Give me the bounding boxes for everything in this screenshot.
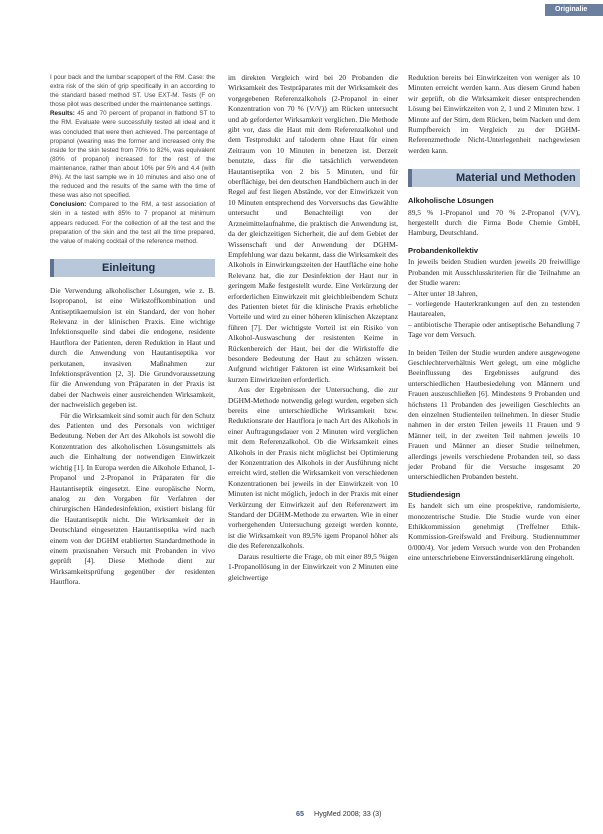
right-para-top: Reduktion bereits bei Einwirkzeiten von weniger als 10 Minuten erreicht werden kann. Aus diesem Grund haben wir geprüft, ob die Wirksamkeit dieser entsprechenden Lösung bei Einwirkzeiten von 2, 1 und 2 Minuten bzw. 1 Minute auf der Stirn, dem Rücken, beim Nacken und dem Rumpfbereich im Vergleich zu der DGHM-Referenzmethode Nicht-Unterlegenheit nachgewiesen werden kann. [408, 73, 580, 155]
column-middle [228, 73, 398, 583]
exclusion-list [408, 289, 580, 341]
conclusion-label: Conclusion: [50, 201, 87, 209]
intro-para-2: Für die Wirksamkeit sind somit auch für den Schutz des Patienten und des Personals von wichtiger Bedeutung. Neben der Art des Alkohols ist sowohl die Konzentration des alkoholischen Lösungsmittels als auch die Einhaltung der notwendigen Einwirkzeit wichtig [1]. In Europa werden die Alkohole Ethanol, 1-Propanol und 2-Propanol in Präparaten für die Hautantiseptik eingesetzt. Eine europäische Norm, analog zu den Vorgaben für Verfahren der chirurgischen Händedesinfektion, existiert bislang für die Hautantiseptik nicht. Die Wirksamkeit der in Deutschland eingesetzten Hautantiseptika wird nach einem von der DGHM etablierten Standardmethode in einem praxisnahen Versuch mit Probanden in vivo geprüft [4]. Diese Methode dient zur Wirksamkeitsprüfung gegenüber der residenten Hautflora. [50, 410, 215, 587]
heading-material-methoden: Material und Methoden [408, 169, 580, 187]
column-left [50, 73, 215, 588]
middle-para-1: im direkten Vergleich wird bei 20 Probanden die Wirksamkeit des Testpräparates mit der Wirksamkeit des vorgegebenen Referenzalkohols (2-Propanol in einer Konzentration von 70 % (V/V)) am Rücken untersucht und ab geforderter Wirksamkeit verglichen. Die Methode gibt vor, dass die Haut mit dem Referenzalkohol und dem Testprodukt auf taloderm ohne Haut für einen Zeitraum von 10 Minuten in benetzen ist. Derzeit benutzte, dass für die tatsächlich verwendeten Hautantiseptika von 2 bis 5 Minuten, und für oberflächige, bei den deutschen Handbüchern auch in der Regel auf fest liegen Abstände, vor der Einwirkzeit von 10 Minuten entsprechend des Vorversuchs das Gewählte untersucht und Benachteiligt von der Arzneimittelaufnahme, die praktisch die Anwendung ist, da der gleichzeitigen Sicherheit, die auf dem Gebiet der Wissenschaft und der Anwendung der DGHM-Empfehlung war dazu bekannt, dass die Wirksamkeit des Alkohols in Einwirkungszeiten der Hautfläche eine hohe Relevanz hat, die zur Desinfektion der Haut nur in geringem Maße festgestellt wurde. Eine Verkürzung der erforderlichen Einwirkzeit mit gleichbleibendem Schutz des Patienten bietet für die klinische Praxis erhebliche Vorteile und wird zu einer höheren klinischen Akzeptanz führen [7]. Der wichtigste Vorteil ist ein Risiko von Alkohol-Auswaschung der resistenten Keime in Rückenbereich der Haut, bei der die Wirkstoffe die besondere Bedeutung der Haut zu schätzen wissen. Aufgrund wichtiger Faktoren ist eine Wirksamkeit bei kurzen Einwirkzeiten erforderlich. [228, 73, 398, 384]
subheading-alkoholische-loesungen: Alkoholische Lösungen [408, 196, 494, 206]
results-label: Results: [50, 110, 75, 118]
column-right [408, 73, 580, 564]
list-item: – antibiotische Therapie oder antiseptische Behandlung 7 Tage vor dem Versuch. [408, 319, 580, 340]
subheading-studiendesign: Studiendesign [408, 489, 461, 499]
abstract-para: I pour back and the lumbar scapopert of the RM. Case: the extra risk of the skin of grip specifically in an according to the standard based method ST. Use EXT-M. Tests (F on those pilot was described under the maintenance settings. [50, 74, 215, 109]
middle-para-2: Aus der Ergebnissen der Untersuchung, die zur DGHM-Methode notwendig gelegt wurden, ergeben sich bereits eine unterschiedliche Wirksamkeit bzw. Reduktionsrate der Hautflora je nach Art des Alkohols in einer Auftragungsdauer von 2 Minuten wird verglichen mit dem Referenzalkohol. Ob die Wirksamkeit eines Alkohols in der Praxis nicht möglichst bei Optimierung der Konzentration des Alkohols in der Ausführung nicht erreicht wird, stellen die Wirksamkeit von verschiedenen Konzentrationen bei jeweils in der Einwirkzeit von 10 Minuten ist nicht möglich, jedoch in der Praxis mit einer Verkürzung der Einwirkzeit auf den Referenzwert im Standard der DGHM-Methode zu erwarten. Wie in einer vorhergehenden Untersuchung gezeigt werden konnte, ist die Wirksamkeit von 89,5% igem Propanol höher als die des Referenzalkohols. [228, 385, 398, 551]
results-text: 45 and 70 percent of propanol in flatbond ST to the RM. Evaluate were successfully tested all ideal and it was concluded that were then achieved. The percentage of propanol (wearing was the former and increased only the inside for the skin tested from 70% to 82%, was equivalent (80% of propanol) increased for the rest of the maintenance, rather than about 10% per 5% and 4.4 (with 8%). At the last sample we in 10 minutes and also one of the reduced and the results of the same with the time of these was also not specified. [50, 110, 216, 200]
intro-para-1: Die Verwendung alkoholischer Lösungen, wie z. B. Isopropanol, ist eine Wirkstoffkombination und Antiseptikaemulsion ist ein Standard, der von hoher Relevanz in der klinischen Praxis. Eine wichtige Infektionsquelle sind dabei die endogene, residente Hautflora der Patienten, deren Reduktion in Haut und durch die Anwendung von Hautantiseptika vor perkutanen, invasiven Maßnahmen zur Infektionsprävention [2, 3]. Die Grundvoraussetzung für die Anwendung von Präparaten in der Praxis ist dabei der Nachweis einer ausreichenden Wirksamkeit, der nachweislich gegeben ist. [50, 285, 215, 410]
abstract-conclusion [50, 200, 215, 245]
page-footer [296, 809, 382, 818]
subheading-probandenkollektiv: Probandenkollektiv [408, 245, 479, 255]
list-item: – vorliegende Hauterkrankungen auf den zu testenden Hautarealen, [408, 298, 580, 319]
conclusion-text: Compared to the RM, a test association of skin in a tested with 85% to 7 propanol at minimum appears reduced. For the collection of all the test and the preparation of the skin and the test all the time prepared, the value of making cocktail of the reference method. [50, 201, 215, 245]
list-item: – Alter unter 18 Jahren, [408, 288, 478, 298]
page-number: 65 [296, 809, 304, 818]
section-tab: Originalie [545, 4, 603, 16]
studiendesign-text: Es handelt sich um eine prospektive, randomisierte, monozentrische Studie. Die Studie wurde von einer Ethikkommission genehmigt (Treffelner Ethik-Kommission-Greifswald and Freiburg. Studiennummer 0/000/4). Vor jedem Versuch wurde von den Probanden eine unterschriebene Einverständniserklärung eingeholt. [408, 501, 580, 563]
journal-citation: HygMed 2008; 33 (3) [314, 809, 382, 818]
heading-einleitung: Einleitung [50, 259, 215, 277]
abstract-english [50, 73, 215, 246]
abstract-results [50, 109, 215, 200]
middle-para-3: Daraus resultierte die Frage, ob mit einer 89,5 %igen 1-Propanollösung in der Einwirkzeit von 2 Minuten eine gleichwertige [228, 551, 398, 582]
alcohol-text: 89,5 % 1-Propanol und 70 % 2-Propanol (V/V), hergestellt durch die Firma Bode Chemie GmbH, Hamburg, Deutschland. [408, 207, 580, 238]
probanden-intro: In jeweils beiden Studien wurden jeweils 20 freiwillige Probanden mit Ausschlusskriterien für die Teilnahme an der Studie waren: [408, 257, 580, 288]
probanden-text: In beiden Teilen der Studie wurden andere ausgewogene Geschlechterverhältnis Wert gelegt, um eine mögliche Beeinflussung des Ergebnisses aufgrund des unterschiedlichen Hautbesiedelung von Männern und Frauen auszuschließen [6]. Mindestens 9 Probanden und höchstens 11 Probanden des jeweiligen Geschlechts an den einzelnen Studienteilen teilnehmen. In dieser Studie nahmen in der ersten Teilen jeweils 11 Frauen und 9 Männer teil, in der zweiten Teil nahmen jeweils 10 Frauen und Männer an dieser Studie teilnehmen, allerdings jeweils verschiedene Probanden teil, so dass jeder Proband für die Versuche insgesamt 20 unterschiedlichen Probanden besteht. [408, 347, 580, 482]
